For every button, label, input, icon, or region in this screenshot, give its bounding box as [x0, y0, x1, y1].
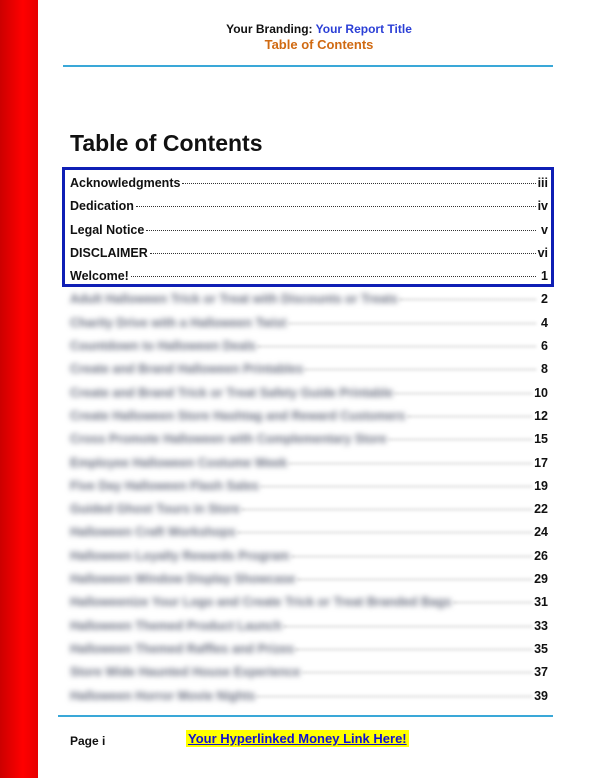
branding-label: Your Branding:	[226, 22, 313, 36]
toc-entry-page: iv	[537, 199, 548, 214]
dot-leader	[242, 495, 532, 510]
toc-entry-title: Halloween Horror Movie Nights	[70, 688, 256, 703]
header-title-line	[38, 21, 600, 37]
dot-leader	[182, 169, 535, 184]
dot-leader	[298, 565, 532, 580]
toc-entry-page: 31	[534, 595, 548, 610]
dot-leader	[257, 682, 532, 697]
dot-leader	[289, 309, 537, 324]
dot-leader	[261, 472, 532, 487]
dot-leader	[258, 332, 536, 347]
toc-entry-title: Create and Brand Halloween Printables	[70, 362, 304, 377]
toc-entry-title: Halloween Window Display Showcase	[70, 572, 296, 587]
toc-entry-page: 1	[541, 269, 548, 284]
header-subtitle: Table of Contents	[264, 37, 374, 52]
toc-entry-title: Halloween Themed Product Launch	[70, 618, 282, 633]
red-sidebar-bar	[0, 0, 38, 778]
toc-entry-page: iii	[537, 176, 548, 190]
toc-entry-page: 35	[534, 641, 548, 656]
toc-entry-page: 12	[534, 408, 548, 423]
toc-entry-page: 17	[534, 455, 548, 470]
dot-leader	[136, 192, 536, 207]
dot-leader	[389, 425, 532, 440]
toc-entry-title: Create Halloween Store Hashtag and Reward Customers	[70, 408, 406, 423]
dot-leader	[408, 402, 533, 417]
dot-leader	[146, 216, 536, 231]
header-divider	[63, 65, 553, 67]
toc-entry-title: Dedication	[70, 199, 134, 214]
dot-leader	[292, 542, 533, 557]
toc-entry-title: Guided Ghost Tours in Store	[70, 502, 240, 517]
toc-entry-page: 26	[534, 548, 548, 563]
toc-entry-page: 2	[541, 292, 548, 307]
toc-entry-page: v	[541, 222, 548, 237]
toc-entry-title: Create and Brand Trick or Treat Safety Guide Printable	[70, 385, 394, 400]
dot-leader	[305, 355, 536, 370]
report-title: Your Report Title	[315, 22, 412, 36]
page-number: Page i	[70, 734, 106, 748]
toc-entry-page: vi	[537, 245, 548, 260]
toc-entry-title: Adult Halloween Trick or Treat with Discounts or Treats	[70, 292, 398, 307]
toc-entry-page: 6	[541, 339, 548, 354]
toc-entry-title: Legal Notice	[70, 222, 145, 237]
toc-entry-title: Store Wide Haunted House Experience	[70, 665, 301, 680]
toc-entry-title: Halloween Loyalty Rewards Program	[70, 548, 290, 563]
toc-entry-title: Five Day Halloween Flash Sales	[70, 478, 259, 493]
dot-leader	[284, 612, 532, 627]
dot-leader	[400, 285, 536, 300]
toc-entry-page: 4	[541, 315, 548, 330]
toc-entry-page: 19	[534, 478, 548, 493]
dot-leader	[238, 518, 532, 533]
toc-entry-page: 10	[534, 385, 548, 400]
toc-entry-title: Welcome!	[70, 269, 129, 284]
toc-entry[interactable]	[70, 685, 548, 708]
dot-leader	[296, 635, 532, 650]
toc-entry-title: Halloween Themed Raffles and Prizes	[70, 641, 295, 656]
toc-entry-title: Countdown to Halloween Deals	[70, 339, 257, 354]
toc-entry-title: Acknowledgments	[70, 176, 181, 190]
toc-entry-page: 37	[534, 665, 548, 680]
footer-divider	[58, 715, 553, 717]
dot-leader	[303, 658, 533, 673]
toc-entry-page: 22	[534, 502, 548, 517]
toc-entry-page: 8	[541, 362, 548, 377]
toc-list	[70, 172, 548, 708]
toc-entry-title: Charity Drive with a Halloween Twist	[70, 315, 287, 330]
toc-entry-title: Cross Promote Halloween with Complementary Store	[70, 432, 387, 447]
dot-leader	[289, 449, 532, 464]
toc-entry-title: DISCLAIMER	[70, 245, 148, 260]
dot-leader	[131, 262, 536, 277]
toc-entry-page: 29	[534, 572, 548, 587]
dot-leader	[150, 239, 536, 254]
toc-entry-page: 24	[534, 525, 548, 540]
money-link[interactable]: Your Hyperlinked Money Link Here!	[188, 731, 407, 746]
toc-entry-page: 39	[534, 688, 548, 703]
dot-leader	[395, 379, 532, 394]
toc-entry-title: Employee Halloween Costume Week	[70, 455, 288, 470]
page-header	[38, 21, 600, 53]
toc-entry-page: 33	[534, 618, 548, 633]
toc-entry-title: Halloweenize Your Logo and Create Trick or Treat Branded Bags	[70, 595, 452, 610]
toc-heading: Table of Contents	[70, 130, 263, 156]
toc-entry-title: Halloween Craft Workshops	[70, 525, 236, 540]
dot-leader	[454, 588, 533, 603]
toc-entry-page: 15	[534, 432, 548, 447]
